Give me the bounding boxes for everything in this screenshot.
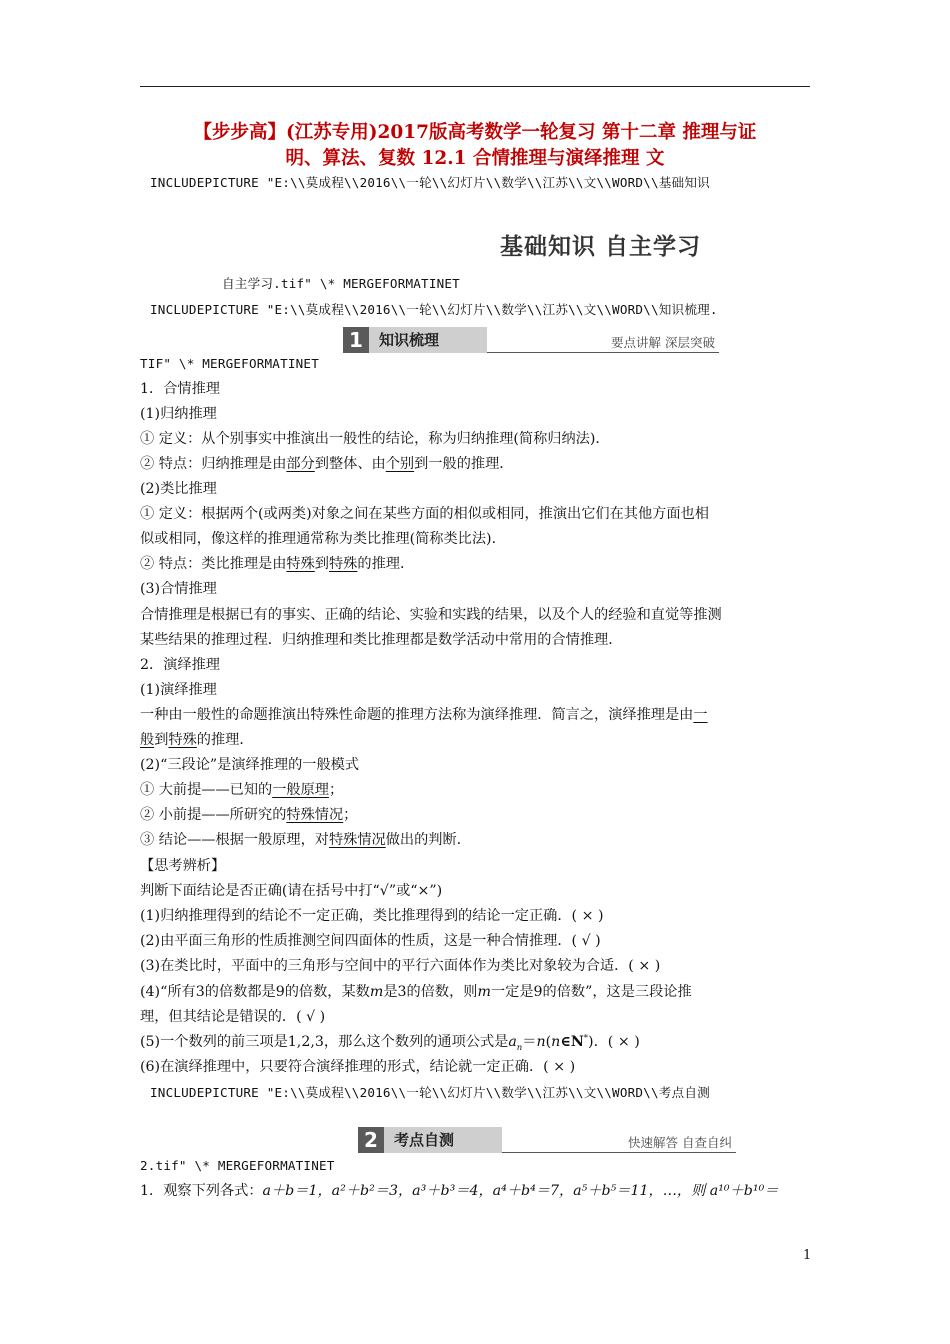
- banner-underline: [502, 1152, 736, 1153]
- page-number: 1: [803, 1248, 812, 1263]
- paragraph: [140, 830, 471, 850]
- text: ② 小前提——所研究的: [140, 807, 287, 823]
- text: ；: [328, 782, 344, 798]
- math-set: ∈N: [560, 1034, 584, 1050]
- field-code-1-tail: 自主学习.tif" \* MERGEFORMATINET: [222, 276, 460, 291]
- field-code-2-tail: TIF" \* MERGEFORMATINET: [140, 356, 319, 371]
- section-heading: 基础知识 自主学习: [500, 234, 702, 260]
- paragraph: [140, 454, 513, 474]
- math-subscript: n: [516, 1042, 523, 1053]
- judge-item-2: (2)由平面三角形的性质推测空间四面体的性质，这是一种合情推理．( √ ): [140, 933, 601, 949]
- math-var: m: [369, 984, 384, 1000]
- underlined-answer: 一般原理: [272, 782, 329, 798]
- banner-knowledge: [343, 327, 719, 353]
- banner-underline: [487, 352, 719, 353]
- text: ③ 结论——根据一般原理，对: [140, 832, 329, 848]
- text: 做出的判断．: [385, 832, 471, 848]
- paragraph: ① 定义：根据两个(或两类)对象之间在某些方面的相似或相同，推演出它们在其他方面也相: [140, 506, 709, 522]
- banner-label: 知识梳理: [369, 327, 487, 353]
- text: 到整体、由: [314, 456, 386, 472]
- judge-item-5: [140, 1032, 640, 1052]
- text: ① 大前提——已知的: [140, 782, 273, 798]
- judge-item-4: [140, 982, 692, 1002]
- underlined-answer: 部分: [286, 456, 315, 472]
- heading-1-3: (3)合情推理: [140, 581, 217, 597]
- banner-number: 1: [343, 327, 369, 353]
- text: (4)“所有3的倍数都是9的倍数，某数: [140, 984, 370, 1000]
- text: 到: [154, 732, 169, 748]
- banner-subtitle: 要点讲解 深层突破: [611, 335, 715, 350]
- paragraph: [140, 780, 343, 800]
- banner-selftest: [358, 1127, 736, 1153]
- heading-2-1: (1)演绎推理: [140, 682, 217, 698]
- underlined-answer: 个别: [385, 456, 415, 472]
- underlined-answer: 特殊情况: [328, 832, 386, 848]
- text: 的推理．: [196, 732, 254, 748]
- text: 1．观察下列各式：: [140, 1183, 263, 1199]
- text: 是3的倍数，则: [383, 984, 478, 1000]
- think-question: 判断下面结论是否正确(请在括号中打“√”或“×”): [140, 883, 443, 899]
- heading-1-2: (2)类比推理: [140, 481, 217, 497]
- exercise-1: [140, 1181, 778, 1201]
- heading-1-1: (1)归纳推理: [140, 406, 217, 422]
- paragraph: ① 定义：从个别事实中推演出一般性的结论，称为归纳推理(简称归纳法)．: [140, 431, 610, 447]
- judge-item-4-cont: 理，但其结论是错误的．( √ ): [140, 1009, 326, 1025]
- text: ＝: [522, 1034, 537, 1050]
- text: 的推理．: [357, 556, 415, 572]
- text: (: [545, 1034, 552, 1050]
- paragraph: 某些结果的推理过程．归纳推理和类比推理都是数学活动中常用的合情推理．: [140, 632, 623, 648]
- text: ② 特点：归纳推理是由: [140, 456, 287, 472]
- header-rule: [140, 86, 810, 87]
- math-expression: a＋b＝1，a²＋b²＝3，a³＋b³＝4，a⁴＋b⁴＝7，a⁵＋b⁵＝11，…，则 a¹⁰＋b¹⁰＝: [262, 1183, 779, 1199]
- text: 一种由一般性的命题推演出特殊性命题的推理方法称为演绎推理．简言之，演绎推理是由: [140, 707, 694, 723]
- math-var: a: [508, 1034, 517, 1050]
- math-var: m: [477, 984, 491, 1000]
- paragraph: [140, 705, 708, 725]
- paragraph: [140, 805, 357, 825]
- underlined-answer: 特殊: [328, 556, 358, 572]
- judge-item-3: (3)在类比时，平面中的三角形与空间中的平行六面体作为类比对象较为合适．( × ): [140, 958, 661, 974]
- judge-item-6: (6)在演绎推理中，只要符合演绎推理的形式，结论就一定正确．( × ): [140, 1059, 576, 1075]
- doc-title-line1: 【步步高】(江苏专用)2017版高考数学一轮复习 第十二章 推理与证: [193, 122, 757, 143]
- underlined-answer: 般: [140, 732, 155, 748]
- field-code-3: INCLUDEPICTURE "E:\\莫成程\\2016\\一轮\\幻灯片\\数学\\江苏\\文\\WORD\\考点自测: [150, 1085, 710, 1100]
- heading-1: 1．合情推理: [140, 381, 220, 397]
- field-code-1: INCLUDEPICTURE "E:\\莫成程\\2016\\一轮\\幻灯片\\数学\\江苏\\文\\WORD\\基础知识: [150, 175, 710, 190]
- field-code-2: INCLUDEPICTURE "E:\\莫成程\\2016\\一轮\\幻灯片\\数学\\江苏\\文\\WORD\\知识梳理.: [150, 302, 718, 317]
- text: )．( × ): [588, 1034, 640, 1050]
- underlined-answer: 特殊情况: [286, 807, 344, 823]
- math-var: n: [551, 1034, 561, 1050]
- doc-title-line2: 明、算法、复数 12.1 合情推理与演绎推理 文: [285, 148, 665, 169]
- underlined-answer: 特殊: [168, 732, 197, 748]
- paragraph: 合情推理是根据已有的事实、正确的结论、实验和实践的结果，以及个人的经验和直觉等推测: [140, 607, 722, 623]
- underlined-answer: 特殊: [286, 556, 315, 572]
- paragraph: [140, 554, 414, 574]
- text: (5)一个数列的前三项是1,2,3，那么这个数列的通项公式是: [140, 1034, 509, 1050]
- paragraph: 似或相同，像这样的推理通常称为类比推理(简称类比法)．: [140, 531, 506, 547]
- field-code-3-tail: 2.tif" \* MERGEFORMATINET: [140, 1158, 335, 1173]
- math-var: n: [536, 1034, 546, 1050]
- underlined-answer: 一: [693, 707, 708, 723]
- text: 到一般的推理．: [414, 456, 514, 472]
- text: 到: [314, 556, 329, 572]
- text: ；: [343, 807, 358, 823]
- text: 一定是9的倍数”，这是三段论推: [490, 984, 692, 1000]
- paragraph: [140, 730, 254, 750]
- text: ② 特点：类比推理是由: [140, 556, 287, 572]
- banner-subtitle: 快速解答 自查自纠: [628, 1135, 732, 1150]
- think-heading: 【思考辨析】: [140, 858, 226, 874]
- math-superscript: *: [583, 1033, 589, 1044]
- banner-label: 考点自测: [384, 1127, 502, 1153]
- heading-2: 2．演绎推理: [140, 657, 220, 673]
- banner-number: 2: [358, 1127, 384, 1153]
- judge-item-1: (1)归纳推理得到的结论不一定正确，类比推理得到的结论一定正确．( × ): [140, 908, 604, 924]
- heading-2-2: (2)“三段论”是演绎推理的一般模式: [140, 757, 360, 773]
